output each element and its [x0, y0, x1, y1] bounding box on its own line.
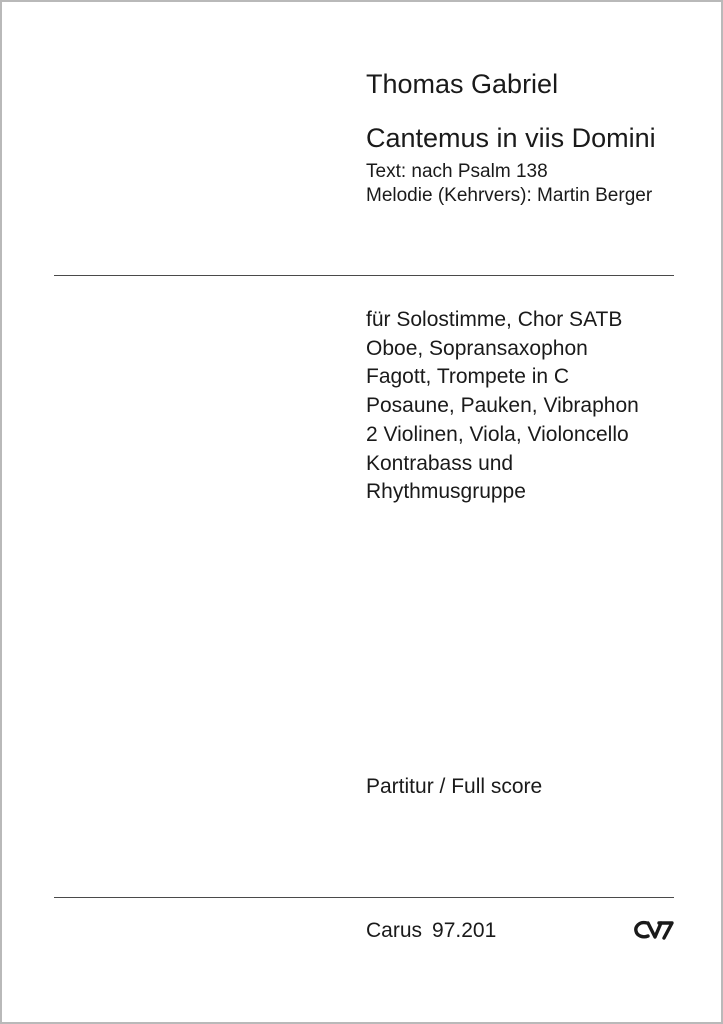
- instrumentation-line: Posaune, Pauken, Vibraphon: [366, 394, 639, 418]
- melody-credit: Melodie (Kehrvers): Martin Berger: [366, 185, 653, 206]
- instrumentation-line: Fagott, Trompete in C: [366, 365, 570, 389]
- catalog-line: [366, 916, 496, 946]
- instrumentation-line: für Solostimme, Chor SATB: [366, 308, 623, 331]
- catalog-number: 97.201: [432, 919, 497, 942]
- publisher-name: Carus: [366, 919, 423, 942]
- bottom-divider: [54, 897, 674, 898]
- top-divider: [54, 275, 674, 276]
- instrumentation-line: Kontrabass und: [366, 451, 514, 475]
- composer-name: Thomas Gabriel: [366, 69, 559, 99]
- carus-logo-icon: [634, 919, 674, 941]
- instrumentation-line: Rhythmusgruppe: [366, 480, 526, 504]
- instrumentation-line: 2 Violinen, Viola, Violoncello: [366, 422, 629, 446]
- text-credit: Text: nach Psalm 138: [366, 161, 548, 182]
- work-title: Cantemus in viis Domini: [366, 123, 656, 153]
- instrumentation-line: Oboe, Sopransaxophon: [366, 336, 588, 360]
- score-type-label: Partitur / Full score: [366, 775, 543, 798]
- instrumentation-list: [366, 306, 639, 507]
